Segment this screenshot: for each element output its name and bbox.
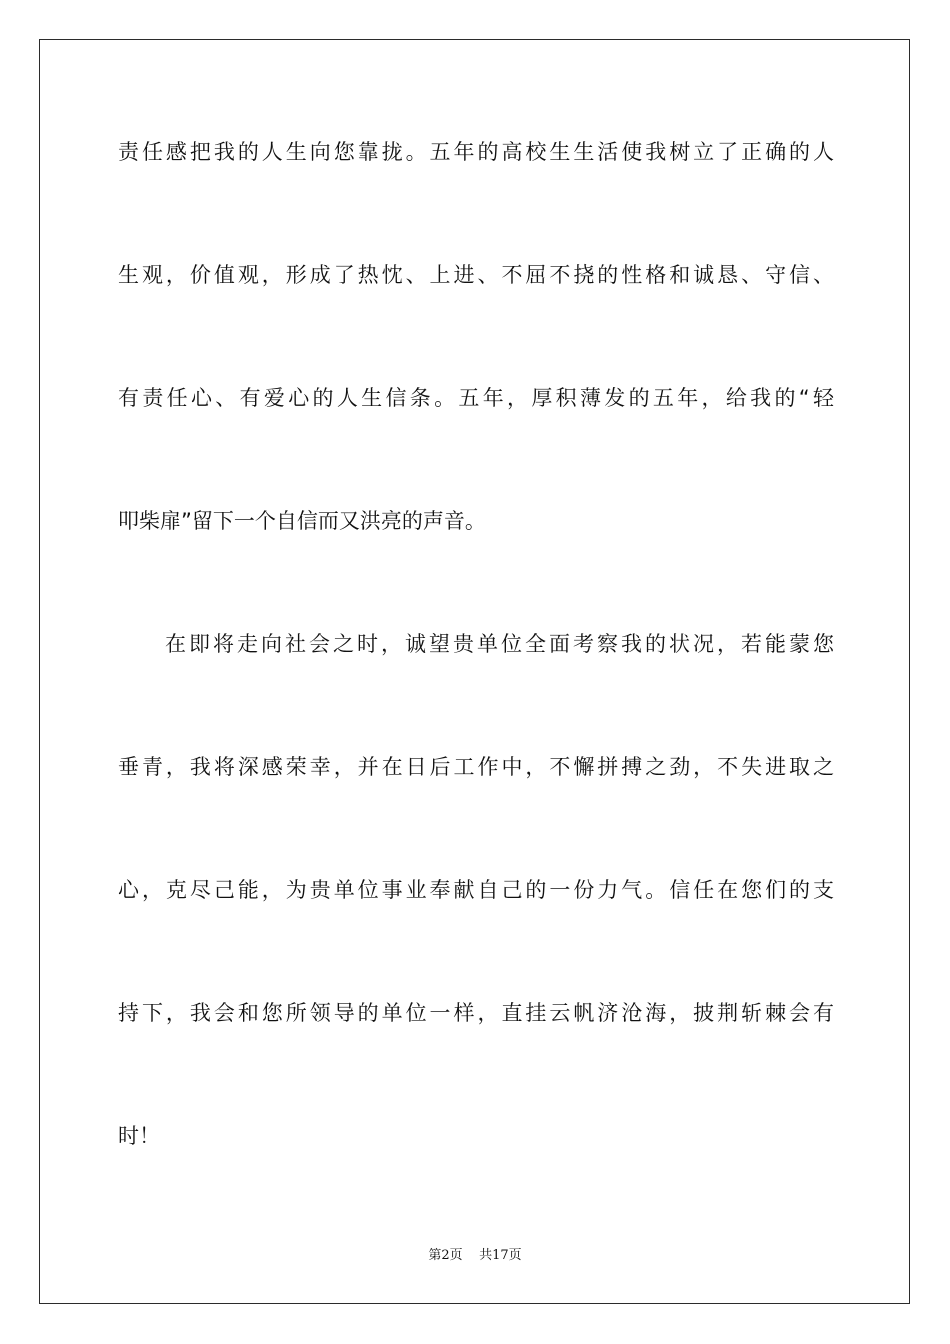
text-line-8: 持下，我会和您所领导的单位一样，直挂云帆济沧海，披荆斩棘会有 [118, 1001, 834, 1025]
text-line-4: 叩柴扉”留下一个自信而又洪亮的声音。 [118, 509, 486, 533]
text-line-6: 垂青，我将深感荣幸，并在日后工作中，不懈拼搏之劲，不失进取之 [118, 755, 834, 779]
page-footer [0, 1247, 950, 1265]
text-line-7: 心，克尽己能，为贵单位事业奉献自己的一份力气。信任在您们的支 [118, 878, 834, 902]
text-line-1: 责任感把我的人生向您靠拢。五年的高校生生活使我树立了正确的人 [118, 140, 834, 164]
text-line-5: 在即将走向社会之时，诚望贵单位全面考察我的状况，若能蒙您 [165, 632, 834, 656]
page-total: 共17页 [479, 1248, 522, 1263]
text-line-2: 生观，价值观，形成了热忱、上进、不屈不挠的性格和诚恳、守信、 [118, 263, 834, 287]
text-line-3: 有责任心、有爱心的人生信条。五年，厚积薄发的五年，给我的“轻 [118, 386, 834, 410]
page-number: 第2页 [428, 1248, 463, 1263]
page-frame [39, 39, 910, 1304]
text-line-9: 时！ [118, 1124, 160, 1148]
